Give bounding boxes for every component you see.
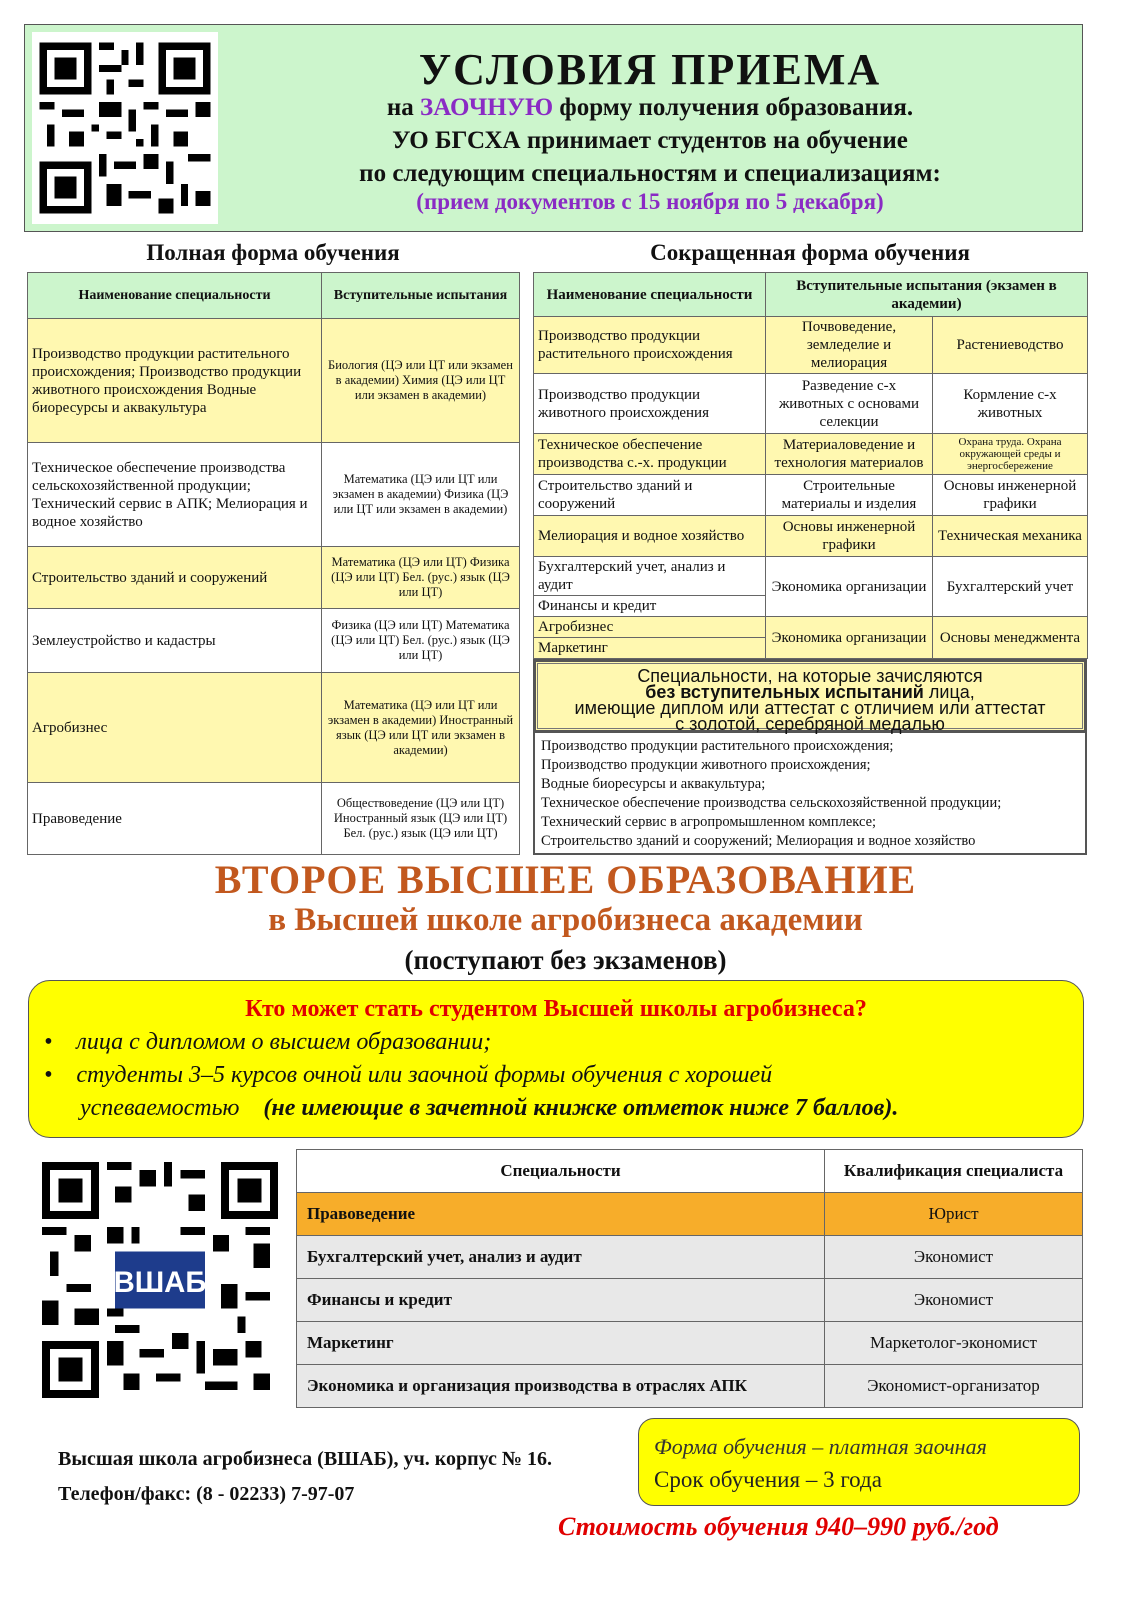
qr-code-icon bbox=[32, 32, 218, 224]
exam-2: Техническая механика bbox=[933, 516, 1088, 557]
short-form-heading: Сокращенная форма обучения bbox=[650, 240, 970, 265]
page-title: УСЛОВИЯ ПРИЕМА bbox=[418, 45, 882, 94]
table-row bbox=[28, 673, 520, 783]
entrance-exams: Физика (ЦЭ или ЦТ) Математика (ЦЭ или ЦТ) Бел. (рус.) язык (ЦЭ или ЦТ) bbox=[322, 609, 520, 673]
full-form-heading: Полная форма обучения bbox=[146, 240, 400, 265]
table-row bbox=[534, 617, 1088, 638]
qualification: Экономист bbox=[825, 1279, 1083, 1322]
entrance-exams: Биология (ЦЭ или ЦТ или экзамен в академии) Химия (ЦЭ или ЦТ или экзамен в академии) bbox=[322, 319, 520, 443]
exam-2: Растениеводство bbox=[933, 317, 1088, 374]
specialty-name: Агробизнес bbox=[28, 673, 322, 783]
exam-1: Материаловедение и технология материалов bbox=[766, 434, 933, 475]
column-header: Наименование специальности bbox=[534, 273, 766, 317]
who-can-apply-title: Кто может стать студентом Высшей школы агробизнеса? bbox=[245, 996, 867, 1022]
exam-1: Почвоведение, земледелие и мелиорация bbox=[766, 317, 933, 374]
specialty-name: Правоведение bbox=[297, 1193, 825, 1236]
specialty-name: Строительство зданий и сооружений bbox=[28, 547, 322, 609]
table-row bbox=[28, 609, 520, 673]
column-header: Квалификация специалиста bbox=[825, 1150, 1083, 1193]
column-header: Вступительные испытания (экзамен в академии) bbox=[766, 273, 1088, 317]
specialty-name: Производство продукции растительного происхождения; Производство продукции животного происхождения Водные биоресурсы и аквакультура bbox=[28, 319, 322, 443]
medal-line: имеющие диплом или аттестат с отличием или аттестат bbox=[574, 698, 1046, 718]
medal-line: без вступительных испытаний лица, bbox=[645, 682, 975, 702]
second-degree-note: (поступают без экзаменов) bbox=[404, 945, 727, 975]
specialty-name: Техническое обеспечение производства сельскохозяйственной продукции; Технический сервис в АПК; Мелиорация и водное хозяйство bbox=[28, 443, 322, 547]
medal-specialty-list bbox=[533, 733, 1087, 855]
table-row bbox=[28, 319, 520, 443]
table-row bbox=[28, 783, 520, 855]
table-row bbox=[297, 1193, 1083, 1236]
table-row bbox=[534, 475, 1088, 516]
table-row bbox=[534, 557, 1088, 596]
phone: Телефон/факс: (8 - 02233) 7-97-07 bbox=[58, 1483, 355, 1505]
study-duration: Срок обучения – 3 года bbox=[654, 1467, 882, 1492]
header-line-2: УО БГСХА принимает студентов на обучение bbox=[392, 127, 908, 154]
medal-line: Специальности, на которые зачисляются bbox=[637, 666, 983, 686]
exam-2: Основы инженерной графики bbox=[933, 475, 1088, 516]
entrance-exams: Обществоведение (ЦЭ или ЦТ) Иностранный язык (ЦЭ или ЦТ) Бел. (рус.) язык (ЦЭ или ЦТ) bbox=[322, 783, 520, 855]
exam-2: Кормление с-х животных bbox=[933, 374, 1088, 434]
exam-2: Охрана труда. Охрана окружающей среды и энергосбережение bbox=[933, 434, 1088, 475]
column-header: Специальности bbox=[297, 1150, 825, 1193]
specialty-name: Агробизнес bbox=[534, 617, 766, 638]
list-item: Производство продукции животного происхождения; bbox=[541, 757, 871, 773]
table-row bbox=[534, 374, 1088, 434]
second-degree-subtitle: в Высшей школе агробизнеса академии bbox=[268, 902, 863, 938]
exam-2: Бухгалтерский учет bbox=[933, 557, 1088, 617]
document-dates: (прием документов с 15 ноября по 5 декабря) bbox=[416, 189, 884, 214]
medal-line: с золотой, серебряной медалью bbox=[675, 714, 945, 734]
medal-heading bbox=[537, 663, 1083, 734]
specialty-name: Маркетинг bbox=[534, 638, 766, 659]
qualification: Экономист-организатор bbox=[825, 1365, 1083, 1408]
specialty-name: Мелиорация и водное хозяйство bbox=[534, 516, 766, 557]
table-row bbox=[297, 1365, 1083, 1408]
specialty-name: Правоведение bbox=[28, 783, 322, 855]
short-form-table bbox=[533, 272, 1088, 659]
list-item-continuation: успеваемостью (не имеющие в зачетной книжке отметок ниже 7 баллов). bbox=[80, 1095, 899, 1121]
specialty-name: Землеустройство и кадастры bbox=[28, 609, 322, 673]
specialty-name: Бухгалтерский учет, анализ и аудит bbox=[534, 557, 766, 596]
address: Высшая школа агробизнеса (ВШАБ), уч. корпус № 16. bbox=[58, 1448, 553, 1470]
specialty-name: Маркетинг bbox=[297, 1322, 825, 1365]
specialty-name: Финансы и кредит bbox=[534, 596, 766, 617]
qualification: Экономист bbox=[825, 1236, 1083, 1279]
entrance-exams: Математика (ЦЭ или ЦТ или экзамен в академии) Физика (ЦЭ или ЦТ или экзамен в академии) bbox=[322, 443, 520, 547]
tuition-price: Стоимость обучения 940–990 руб./год bbox=[558, 1512, 999, 1541]
table-row bbox=[28, 547, 520, 609]
exam-1: Экономика организации bbox=[766, 617, 933, 659]
list-item: Технический сервис в агропромышленном комплексе; bbox=[541, 814, 877, 830]
second-degree-title: ВТОРОЕ ВЫСШЕЕ ОБРАЗОВАНИЕ bbox=[214, 857, 917, 902]
exam-1: Строительные материалы и изделия bbox=[766, 475, 933, 516]
qualifications-table bbox=[296, 1149, 1083, 1408]
qualification: Маркетолог-экономист bbox=[825, 1322, 1083, 1365]
table-row bbox=[534, 317, 1088, 374]
exam-1: Основы инженерной графики bbox=[766, 516, 933, 557]
table-row bbox=[297, 1279, 1083, 1322]
exam-1: Разведение с-х животных с основами селекции bbox=[766, 374, 933, 434]
qualification: Юрист bbox=[825, 1193, 1083, 1236]
list-item: Производство продукции растительного происхождения; bbox=[541, 738, 894, 754]
specialty-name: Бухгалтерский учет, анализ и аудит bbox=[297, 1236, 825, 1279]
header-line-1: на ЗАОЧНУЮ форму получения образования. bbox=[386, 94, 914, 121]
table-row bbox=[28, 443, 520, 547]
specialty-name: Строительство зданий и сооружений bbox=[534, 475, 766, 516]
table-row bbox=[534, 434, 1088, 475]
list-item: • лица с дипломом о высшем образовании; bbox=[44, 1029, 492, 1055]
specialty-name: Производство продукции животного происхождения bbox=[534, 374, 766, 434]
specialty-name: Экономика и организация производства в отраслях АПК bbox=[297, 1365, 825, 1408]
vshab-qr-label: ВШАБ bbox=[113, 1266, 207, 1300]
list-item: Техническое обеспечение производства сельскохозяйственной продукции; bbox=[541, 795, 1002, 811]
list-item: • студенты 3–5 курсов очной или заочной формы обучения с хорошей bbox=[44, 1062, 773, 1088]
exam-1: Экономика организации bbox=[766, 557, 933, 617]
vshab-qr-code-icon bbox=[42, 1162, 278, 1398]
full-form-table bbox=[27, 272, 520, 855]
study-form: Форма обучения – платная заочная bbox=[654, 1434, 987, 1459]
list-item: Строительство зданий и сооружений; Мелиорация и водное хозяйство bbox=[541, 833, 976, 849]
table-row bbox=[297, 1322, 1083, 1365]
table-row bbox=[297, 1236, 1083, 1279]
table-row bbox=[534, 516, 1088, 557]
specialty-name: Производство продукции растительного происхождения bbox=[534, 317, 766, 374]
entrance-exams: Математика (ЦЭ или ЦТ или экзамен в академии) Иностранный язык (ЦЭ или ЦТ или экзамен в академии) bbox=[322, 673, 520, 783]
column-header: Наименование специальности bbox=[28, 273, 322, 319]
specialty-name: Финансы и кредит bbox=[297, 1279, 825, 1322]
list-item: Водные биоресурсы и аквакультура; bbox=[541, 776, 766, 792]
header-line-3: по следующим специальностям и специализациям: bbox=[359, 160, 941, 187]
column-header: Вступительные испытания bbox=[322, 273, 520, 319]
specialty-name: Техническое обеспечение производства с.-х. продукции bbox=[534, 434, 766, 475]
entrance-exams: Математика (ЦЭ или ЦТ) Физика (ЦЭ или ЦТ) Бел. (рус.) язык (ЦЭ или ЦТ) bbox=[322, 547, 520, 609]
exam-2: Основы менеджмента bbox=[933, 617, 1088, 659]
